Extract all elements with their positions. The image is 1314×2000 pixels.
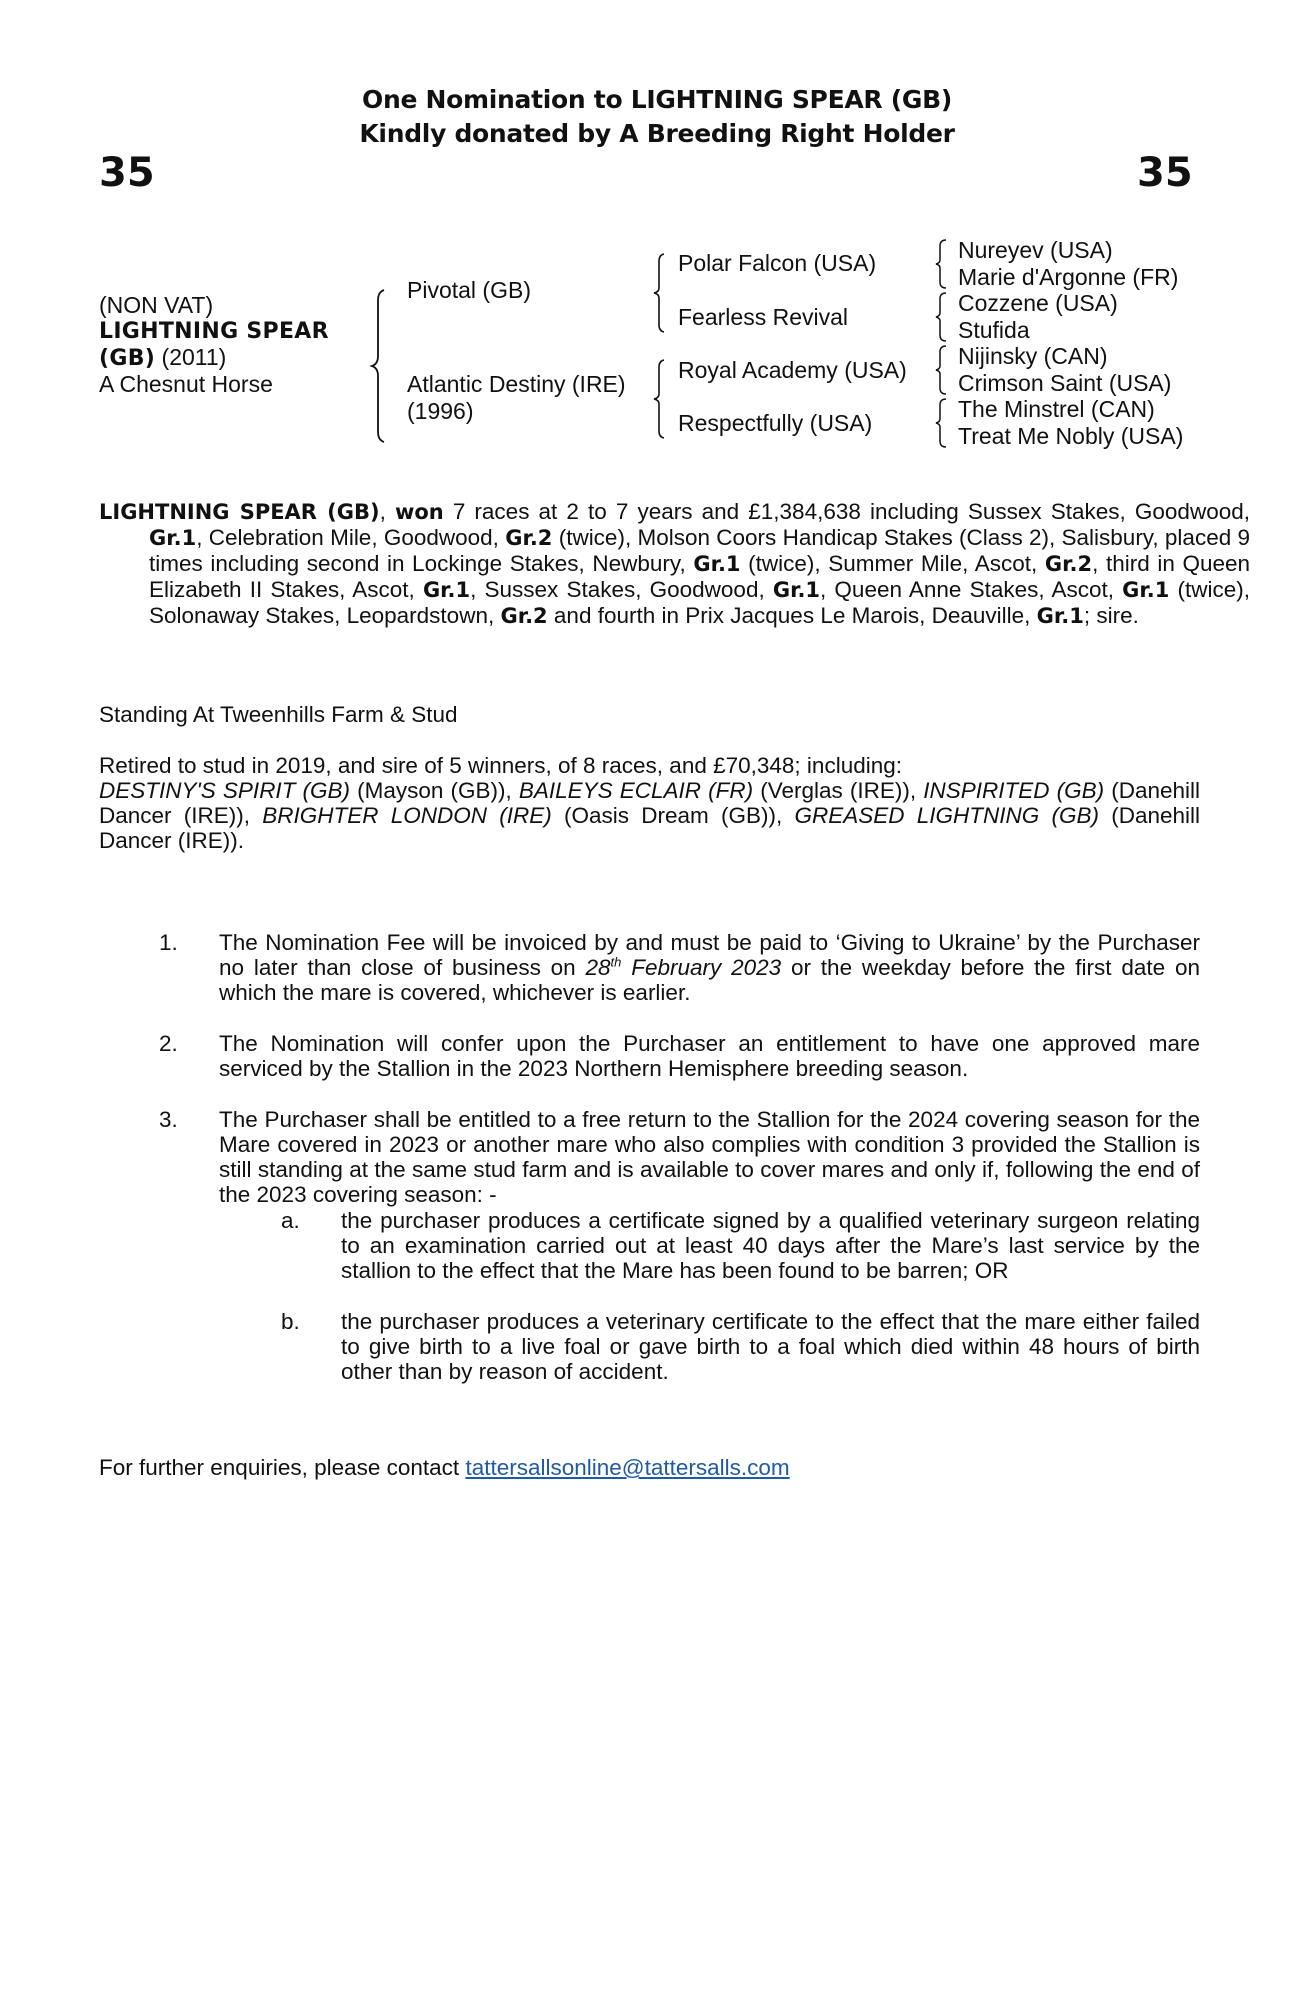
race-record-text: , Queen Anne Stakes, Ascot, — [820, 577, 1123, 602]
contact-email-link[interactable]: tattersallsonline@tattersalls.com — [465, 1455, 790, 1480]
subcondition-b: the purchaser produces a veterinary certificate to the effect that the mare either failed to give birth to a live foal or gave birth to a foal which died within 48 hours of birth other than by reason of accident. — [341, 1309, 1200, 1384]
pedigree-brace-g2 — [934, 291, 952, 343]
great-grandparent: The Minstrel (CAN) — [958, 396, 1155, 422]
race-record-text: , Sussex Stakes, Goodwood, — [470, 577, 773, 602]
dam-year: (1996) — [407, 398, 474, 424]
pedigree-brace-sire — [652, 252, 672, 334]
stud-record — [99, 753, 1200, 853]
lot-number-right: 35 — [1137, 150, 1193, 196]
standing-location: Standing At Tweenhills Farm & Stud — [99, 702, 458, 727]
pedigree-brace-g1 — [934, 238, 952, 290]
vat-status: (NON VAT) — [99, 292, 214, 318]
sire-name: Pivotal (GB) — [407, 277, 531, 303]
sire-dam-name: Fearless Revival — [678, 304, 848, 330]
race-record-text: (twice), Molson Coors Handicap Stakes (Class 2), Salisbury, placed 9 times including second in Lockinge Stakes, Newbury, — [149, 525, 1251, 576]
progeny-sire: (Danehill Dancer (IRE)), — [99, 778, 1200, 828]
progeny-name: GREASED LIGHTNING (GB) — [794, 803, 1099, 828]
dam-name: Atlantic Destiny (IRE) — [407, 371, 626, 397]
group-grade: Gr.1 — [693, 552, 741, 576]
subcondition-a: the purchaser produces a certificate signed by a qualified veterinary surgeon relating to an examination carried out at least 40 days after the Mare’s last service by the stallion to the effect that the Mare has been found to be barren; OR — [341, 1208, 1200, 1283]
document-subtitle: Kindly donated by A Breeding Right Holder — [359, 119, 955, 148]
group-grade: Gr.1 — [1036, 604, 1084, 628]
contact-line — [99, 1455, 790, 1480]
race-record-won: won — [394, 500, 444, 524]
deadline-ordinal: th — [610, 954, 622, 970]
deadline-date — [586, 955, 782, 980]
race-record-text: , third in Queen Elizabeth II Stakes, Ascot, — [149, 551, 1251, 602]
great-grandparent: Marie d'Argonne (FR) — [958, 264, 1179, 290]
condition-text: or the weekday before the first date on which the mare is covered, whichever is earlier. — [219, 955, 1200, 1005]
race-record-text: , — [379, 499, 395, 524]
horse-year: (2011) — [161, 344, 227, 370]
group-grade: Gr.2 — [1044, 552, 1093, 576]
great-grandparent: Stufida — [958, 317, 1030, 343]
horse-description: A Chesnut Horse — [99, 371, 273, 397]
group-grade: Gr.1 — [422, 578, 471, 602]
race-record-horse-name: LIGHTNING SPEAR (GB) — [99, 500, 380, 524]
group-grade: Gr.1 — [772, 578, 821, 602]
stud-record-intro: Retired to stud in 2019, and sire of 5 winners, of 8 races, and £70,348; including: — [99, 753, 903, 778]
dam-dam-name: Respectfully (USA) — [678, 410, 873, 436]
condition-text: The Nomination Fee will be invoiced by and must be paid to ‘Giving to Ukraine’ by the Purchaser no later than close of business on — [219, 930, 1200, 980]
deadline-month-year: February 2023 — [621, 955, 782, 980]
race-record-text: and fourth in Prix Jacques Le Marois, Deauville, — [547, 603, 1037, 628]
race-record-text: , Celebration Mile, Goodwood, — [196, 525, 506, 550]
great-grandparent: Nureyev (USA) — [958, 237, 1113, 263]
document-title: One Nomination to LIGHTNING SPEAR (GB) — [362, 85, 952, 114]
race-record-text: (twice), Solonaway Stakes, Leopardstown, — [149, 577, 1251, 628]
group-grade: Gr.1 — [149, 526, 197, 550]
lot-number-left: 35 — [99, 150, 155, 196]
group-grade: Gr.1 — [1122, 578, 1170, 602]
sire-sire-name: Polar Falcon (USA) — [678, 250, 877, 276]
pedigree-brace-g4 — [934, 397, 952, 449]
subcondition-letter: a. — [281, 1208, 300, 1233]
dam-sire-name: Royal Academy (USA) — [678, 357, 907, 383]
progeny-name: BAILEYS ECLAIR (FR) — [518, 778, 754, 803]
great-grandparent: Crimson Saint (USA) — [958, 370, 1172, 396]
condition-1 — [219, 930, 1200, 1005]
deadline-day: 28 — [585, 955, 611, 980]
group-grade: Gr.2 — [505, 526, 553, 550]
progeny-name: INSPIRITED (GB) — [923, 778, 1105, 803]
horse-name: LIGHTNING SPEAR — [99, 319, 329, 344]
horse-country: (GB) — [99, 346, 156, 371]
group-grade: Gr.2 — [500, 604, 548, 628]
pedigree-brace-dam — [652, 358, 672, 440]
progeny-sire: (Danehill Dancer (IRE)). — [99, 803, 1200, 853]
subcondition-letter: b. — [281, 1309, 300, 1334]
condition-2: The Nomination will confer upon the Purchaser an entitlement to have one approved mare serviced by the Stallion in the 2023 Northern Hemisphere breeding season. — [219, 1031, 1200, 1081]
race-record-text: (twice), Summer Mile, Ascot, — [740, 551, 1045, 576]
pedigree-brace-g3 — [934, 344, 952, 396]
pedigree-brace-main — [370, 288, 392, 444]
race-record-text: 7 races at 2 to 7 years and £1,384,638 including Sussex Stakes, Goodwood, — [443, 499, 1250, 524]
great-grandparent: Treat Me Nobly (USA) — [958, 423, 1184, 449]
progeny-sire: (Oasis Dream (GB)), — [551, 803, 795, 828]
progeny-name: BRIGHTER LONDON (IRE) — [262, 803, 552, 828]
condition-3: The Purchaser shall be entitled to a free return to the Stallion for the 2024 covering season for the Mare covered in 2023 or another mare who also complies with condition 3 provided the Stallion is still standing at the same stud farm and is available to cover mares and only if, following the end of the 2023 covering season: - — [219, 1107, 1200, 1207]
condition-number: 1. — [159, 930, 178, 955]
progeny-sire: (Mayson (GB)), — [350, 778, 519, 803]
contact-text: For further enquiries, please contact — [99, 1455, 466, 1480]
progeny-name: DESTINY'S SPIRIT (GB) — [99, 778, 351, 803]
great-grandparent: Nijinsky (CAN) — [958, 343, 1108, 369]
great-grandparent: Cozzene (USA) — [958, 290, 1118, 316]
condition-number: 3. — [159, 1107, 178, 1132]
race-record-text: ; sire. — [1083, 603, 1139, 628]
horse-name-line2 — [99, 344, 226, 372]
condition-number: 2. — [159, 1031, 178, 1056]
progeny-sire: (Verglas (IRE)), — [753, 778, 924, 803]
race-record — [99, 499, 1250, 629]
